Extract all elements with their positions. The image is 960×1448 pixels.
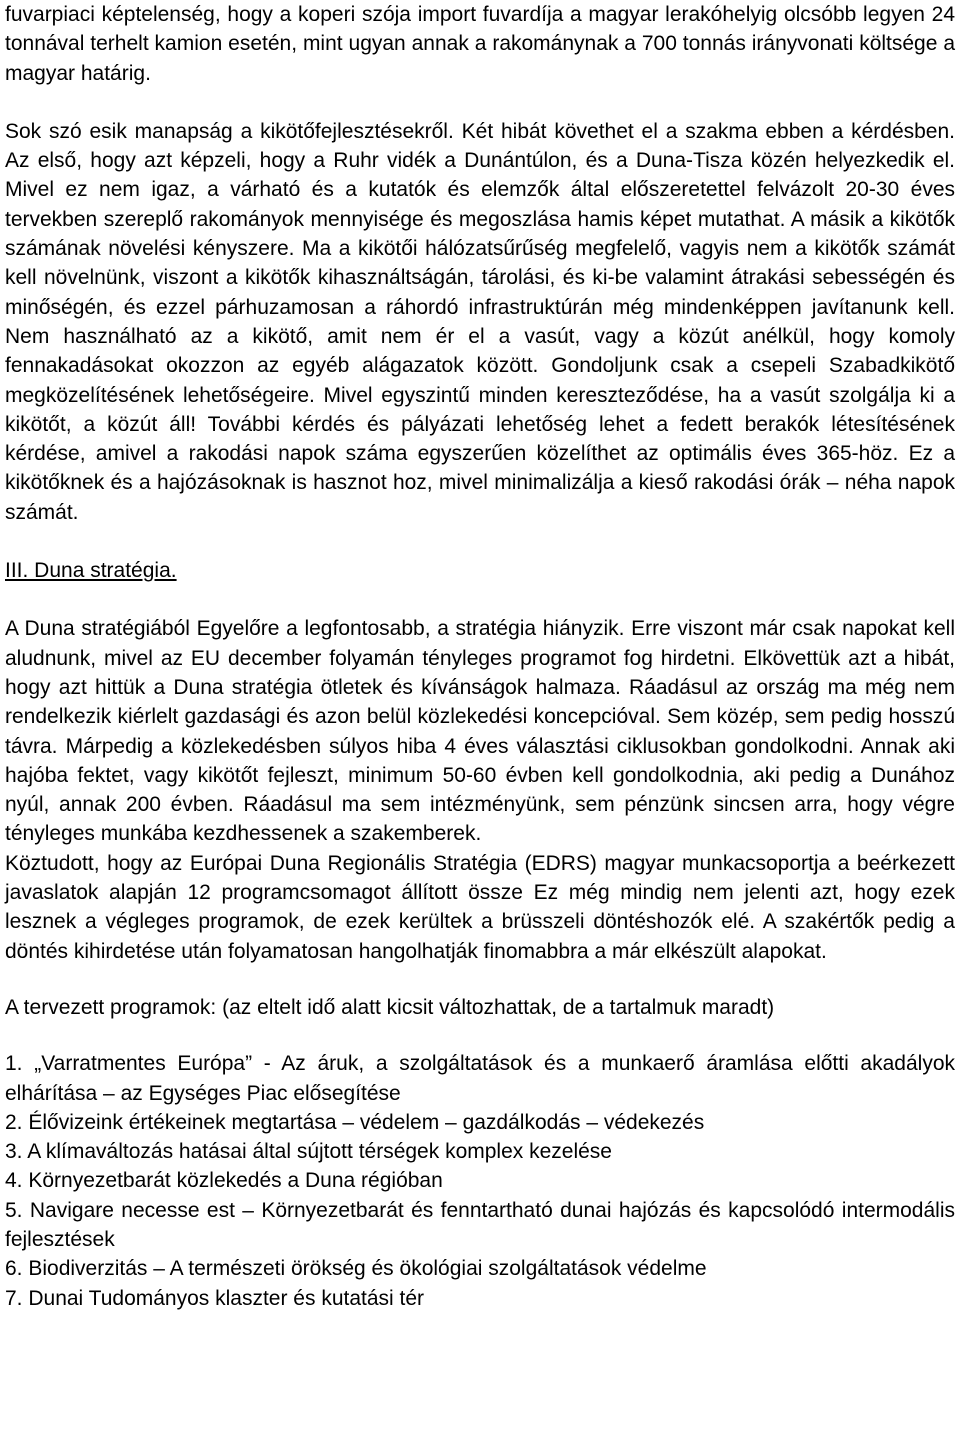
program-item: 2. Élővizeink értékeinek megtartása – védelem – gazdálkodás – védekezés: [5, 1110, 705, 1134]
section-heading: III. Duna stratégia.: [5, 559, 177, 583]
programs-intro: A tervezett programok: (az eltelt idő alatt kicsit változhattak, de a tartalmuk maradt): [5, 995, 775, 1019]
program-item: 4. Környezetbarát közlekedés a Duna régióban: [5, 1169, 443, 1193]
paragraph-ports: Sok szó esik manapság a kikötőfejlesztésekről. Két hibát követhet el a szakma ebben a kérdésben. Az első, hogy azt képzeli, hogy a Ruhr vidék a Dunántúlon, és a Duna-Tisza közén helyezkedik el. Mivel ez nem igaz, a várható és a kutatók és elemzők által előszeretettel felvázolt 20-30 éves tervekben szereplő rakományok mennyisége és megoszlása hamis képet mutathat. A másik a kikötők számának növelési kényszere. Ma a kikötői hálózatsűrűség megfelelő, vagyis nem a kikötők számát kell növelnünk, viszont a kikötők kihasználtságán, tárolási, és ki-be valamint átrakási sebességén és minőségén, és ezzel párhuzamosan a ráhordó infrastruktúrán még mindenképpen javítanunk kell. Nem használható az a kikötő, amit nem ér el a vasút, vagy a közút anélkül, hogy komoly fennakadásokat okozzon az egyéb alágazatok között. Gondoljunk csak a csepeli Szabadkikötő megközelítésének lehetőségeire. Mivel egyszintű minden kereszteződése, ha a vasút szolgálja ki a kikötőt, a közút áll! További kérdés és pályázati lehetőség lehet a fedett berakók létesítésének kérdése, amivel a rakodási napok száma egyszerűen közelíthet az optimális éves 365-höz. Ez a kikötőknek és a hajózásoknak is hasznot hoz, mivel minimalizálja a kieső rakodási órák – néha napok számát.: [5, 119, 955, 524]
paragraph-danube-strategy: A Duna stratégiából Egyelőre a legfontosabb, a stratégia hiányzik. Erre viszont már csak napokat kell aludnunk, mivel az EU december folyamán tényleges programot fog hirdetni. Elkövettük azt a hibát, hogy azt hittük a Duna stratégia ötletek és kívánságok halmaza. Ráadásul az ország ma még nem rendelkezik kiérlelt gazdasági és azon belül közlekedési koncepcióval. Sem közép, sem pedig hosszú távra. Márpedig a közlekedésben súlyos hiba 4 éves választási ciklusokban gondolkodni. Annak aki hajóba fektet, vagy kikötőt fejleszt, minimum 50-60 évben kell gondolkodnia, aki pedig a Dunához nyúl, annak 200 évben. Ráadásul ma sem intézményünk, sem pénzünk sincsen arra, hogy végre tényleges munkába kezdhessenek a szakemberek.: [5, 617, 955, 846]
program-item: 1. „Varratmentes Európa” - Az áruk, a szolgáltatások és a munkaerő áramlása előtti akadályok elhárítása – az Egységes Piac elősegítése: [5, 1052, 955, 1105]
program-item: 6. Biodiverzitás – A természeti örökség és ökológiai szolgáltatások védelme: [5, 1257, 707, 1281]
program-item: 5. Navigare necesse est – Környezetbarát és fenntartható dunai hajózás és kapcsolódó intermodális fejlesztések: [5, 1198, 955, 1251]
programs-list: [5, 1049, 955, 1313]
program-item: 3. A klímaváltozás hatásai által sújtott térségek komplex kezelése: [5, 1140, 612, 1164]
document-page: [5, 0, 955, 1313]
program-item: 7. Dunai Tudományos klaszter és kutatási tér: [5, 1286, 425, 1310]
paragraph-edrs: Köztudott, hogy az Európai Duna Regionális Stratégia (EDRS) magyar munkacsoportja a beérkezett javaslatok alapján 12 programcsomagot állított össze Ez még mindig nem jelenti azt, hogy ezek lesznek a végleges programok, de ezek kerültek a brüsszeli döntéshozók elé. A szakértők pedig a döntés kihirdetése után folyamatosan hangolhatják finomabbra a már elkészült alapokat.: [5, 851, 955, 963]
paragraph-freight: fuvarpiaci képtelenség, hogy a koperi szója import fuvardíja a magyar lerakóhelyig olcsóbb legyen 24 tonnával terhelt kamion esetén, mint ugyan annak a rakománynak a 700 tonnás irányvonati költsége a magyar határig.: [5, 3, 955, 85]
